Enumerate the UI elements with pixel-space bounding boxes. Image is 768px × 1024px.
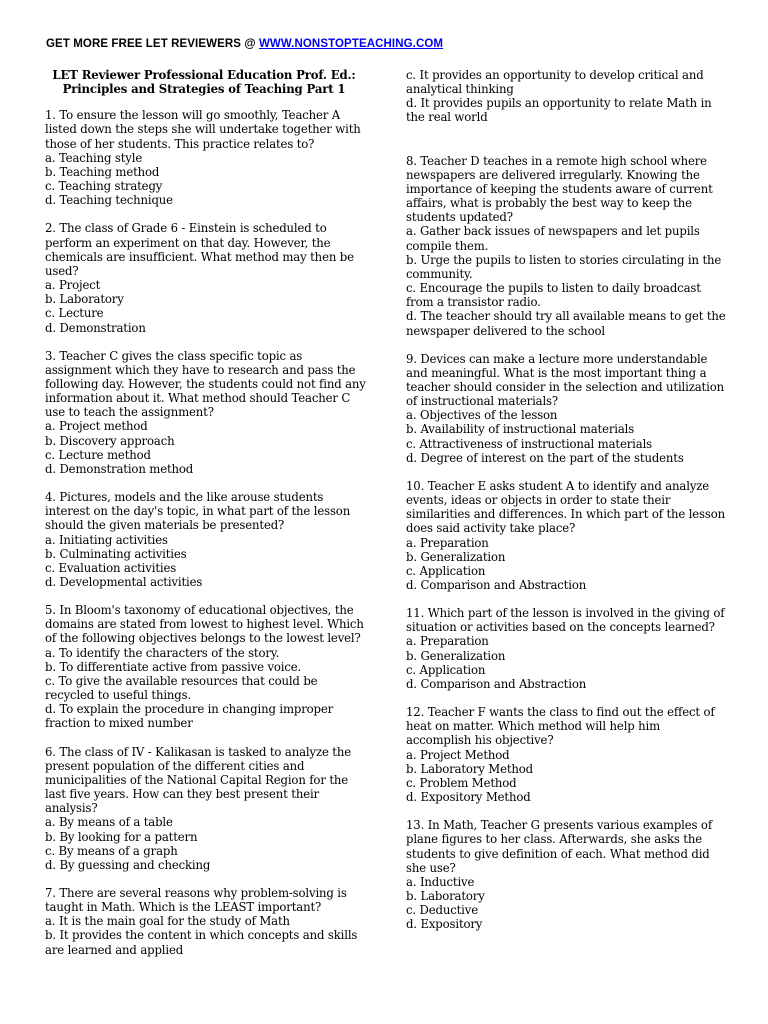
answer-option: d. Demonstration method [45,461,194,476]
right-column [406,68,728,945]
question-stem: 9. Devices can make a lecture more understandable and meaningful. What is the most important thing a teacher should consider in the selection and utilization of instructional materials? [406,351,724,409]
question-item [45,108,367,207]
question-stem: 12. Teacher F wants the class to find out the effect of heat on matter. Which method will help him accomplish his objective? [406,705,715,748]
question-stem: 3. Teacher C gives the class specific topic as assignment which they have to research and pass the following day. However, the students could not find any information about it. What method should Teacher C use to teach the assignment? [45,348,366,420]
question-item [406,705,728,804]
answer-option: c. By means of a graph [45,843,178,858]
right-question-list [406,154,728,932]
question-item [45,745,367,872]
answer-option: a. By means of a table [45,815,173,830]
question-stem: 1. To ensure the lesson will go smoothly, Teacher A listed down the steps she will undertake together with those of her students. This practice relates to? [45,108,361,151]
answer-option: b. Culminating activities [45,546,187,561]
question-item [45,349,367,476]
answer-option: d. Developmental activities [45,575,203,589]
document-title [45,68,367,96]
header-text: GET MORE FREE LET REVIEWERS @ [46,38,259,50]
answer-option: d. It provides pupils an opportunity to relate Math in the real world [406,96,712,125]
question-item [406,606,728,691]
answer-option: a. Objectives of the lesson [406,408,558,423]
left-question-list [45,108,367,956]
left-column [45,68,367,971]
question-stem: 4. Pictures, models and the like arouse students interest on the day's topic, in what part of the lesson should the given materials be presented? [45,490,351,533]
answer-option: d. The teacher should try all available means to get the newspaper delivered to the school [406,309,726,338]
answer-option: b. Laboratory [406,888,485,903]
answer-option: a. Project [45,278,101,293]
answer-option: d. To explain the procedure in changing improper fraction to mixed number [45,702,334,731]
title-line-2: Principles and Strategies of Teaching Part 1 [62,82,346,97]
answer-option: b. Generalization [406,549,506,564]
answer-option: a. Teaching style [45,150,143,165]
answer-option: b. Generalization [406,648,506,663]
answer-option: b. To differentiate active from passive voice. [45,659,302,674]
answer-option: c. Problem Method [406,775,517,790]
question-item [45,886,367,957]
question-7-continuation [406,68,728,125]
answer-option: c. Lecture [45,306,104,321]
answer-option: a. Project method [45,419,148,434]
answer-option: a. Project Method [406,747,510,762]
question-stem: 5. In Bloom's taxonomy of educational objectives, the domains are stated from lowest to highest level. Which of the following objectives belongs to the lowest level? [45,603,364,646]
question-stem: 13. In Math, Teacher G presents various examples of plane figures to her class. Afterwards, she asks the students to give definition of each. What method did she use? [406,818,712,875]
question-stem: 6. The class of IV - Kalikasan is tasked to analyze the present population of the different cities and municipalities of the National Capital Region for the last five years. How can they best present their analysis? [45,744,351,816]
answer-option: d. Expository [406,917,483,932]
answer-option: b. Discovery approach [45,433,175,448]
answer-option: a. Inductive [406,874,475,889]
answer-option: c. Teaching strategy [45,179,163,194]
question-item [406,154,728,338]
answer-option: c. Deductive [406,903,478,918]
answer-option: b. By looking for a pattern [45,829,198,844]
answer-option: b. It provides the content in which concepts and skills are learned and applied [45,928,358,957]
answer-option: a. Preparation [406,634,489,649]
answer-option: c. Evaluation activities [45,560,177,575]
answer-option: b. Laboratory Method [406,761,533,776]
question-item [406,479,728,592]
question-stem: 11. Which part of the lesson is involved in the giving of situation or activities based on the concepts learned? [406,606,725,635]
question-item [406,352,728,465]
answer-option: a. It is the main goal for the study of Math [45,914,290,929]
question-item [45,221,367,334]
answer-option: c. Application [406,662,486,677]
website-link[interactable]: WWW.NONSTOPTEACHING.COM [258,38,444,50]
title-line-1: LET Reviewer Professional Education Prof. Ed.: [52,68,356,82]
answer-option: d. Teaching technique [45,193,173,208]
answer-option: b. Urge the pupils to listen to stories circulating in the community. [406,252,722,281]
question-stem: 8. Teacher D teaches in a remote high school where newspapers are delivered irregularly. Knowing the importance of keeping the students aware of current affairs, what is probably the best way to keep the students updated? [406,153,713,225]
answer-option: a. Gather back issues of newspapers and let pupils compile them. [406,224,700,253]
answer-option: b. Teaching method [45,164,160,179]
answer-option: c. Attractiveness of instructional materials [406,436,653,451]
answer-option: d. Degree of interest on the part of the students [406,450,684,465]
answer-option: c. It provides an opportunity to develop critical and analytical thinking [406,68,704,97]
answer-option: d. Comparison and Abstraction [406,578,587,592]
answer-option: c. Lecture method [45,447,151,462]
question-item [45,603,367,730]
answer-option: d. By guessing and checking [45,857,211,872]
question-stem: 7. There are several reasons why problem-solving is taught in Math. Which is the LEAST important? [45,885,347,915]
answer-option: d. Comparison and Abstraction [406,676,587,691]
answer-option: b. Availability of instructional materials [406,422,635,437]
answer-option: a. To identify the characters of the story. [45,645,280,660]
question-stem: 2. The class of Grade 6 - Einstein is scheduled to perform an experiment on that day. However, the chemicals are insufficient. What method may then be used? [45,221,354,278]
answer-option: d. Expository Method [406,790,531,805]
question-item [406,818,728,931]
page-header [46,38,443,50]
question-item [45,490,367,589]
answer-option: a. Initiating activities [45,532,168,547]
answer-option: c. Application [406,563,486,578]
answer-option: c. Encourage the pupils to listen to daily broadcast from a transistor radio. [406,281,701,310]
answer-option: a. Preparation [406,535,489,550]
answer-option: c. To give the available resources that could be recycled to useful things. [45,673,318,703]
answer-option: d. Demonstration [45,320,146,335]
answer-option: b. Laboratory [45,292,124,307]
question-stem: 10. Teacher E asks student A to identify and analyze events, ideas or objects in order to state their similarities and differences. In which part of the lesson does said activity take place? [406,478,726,536]
